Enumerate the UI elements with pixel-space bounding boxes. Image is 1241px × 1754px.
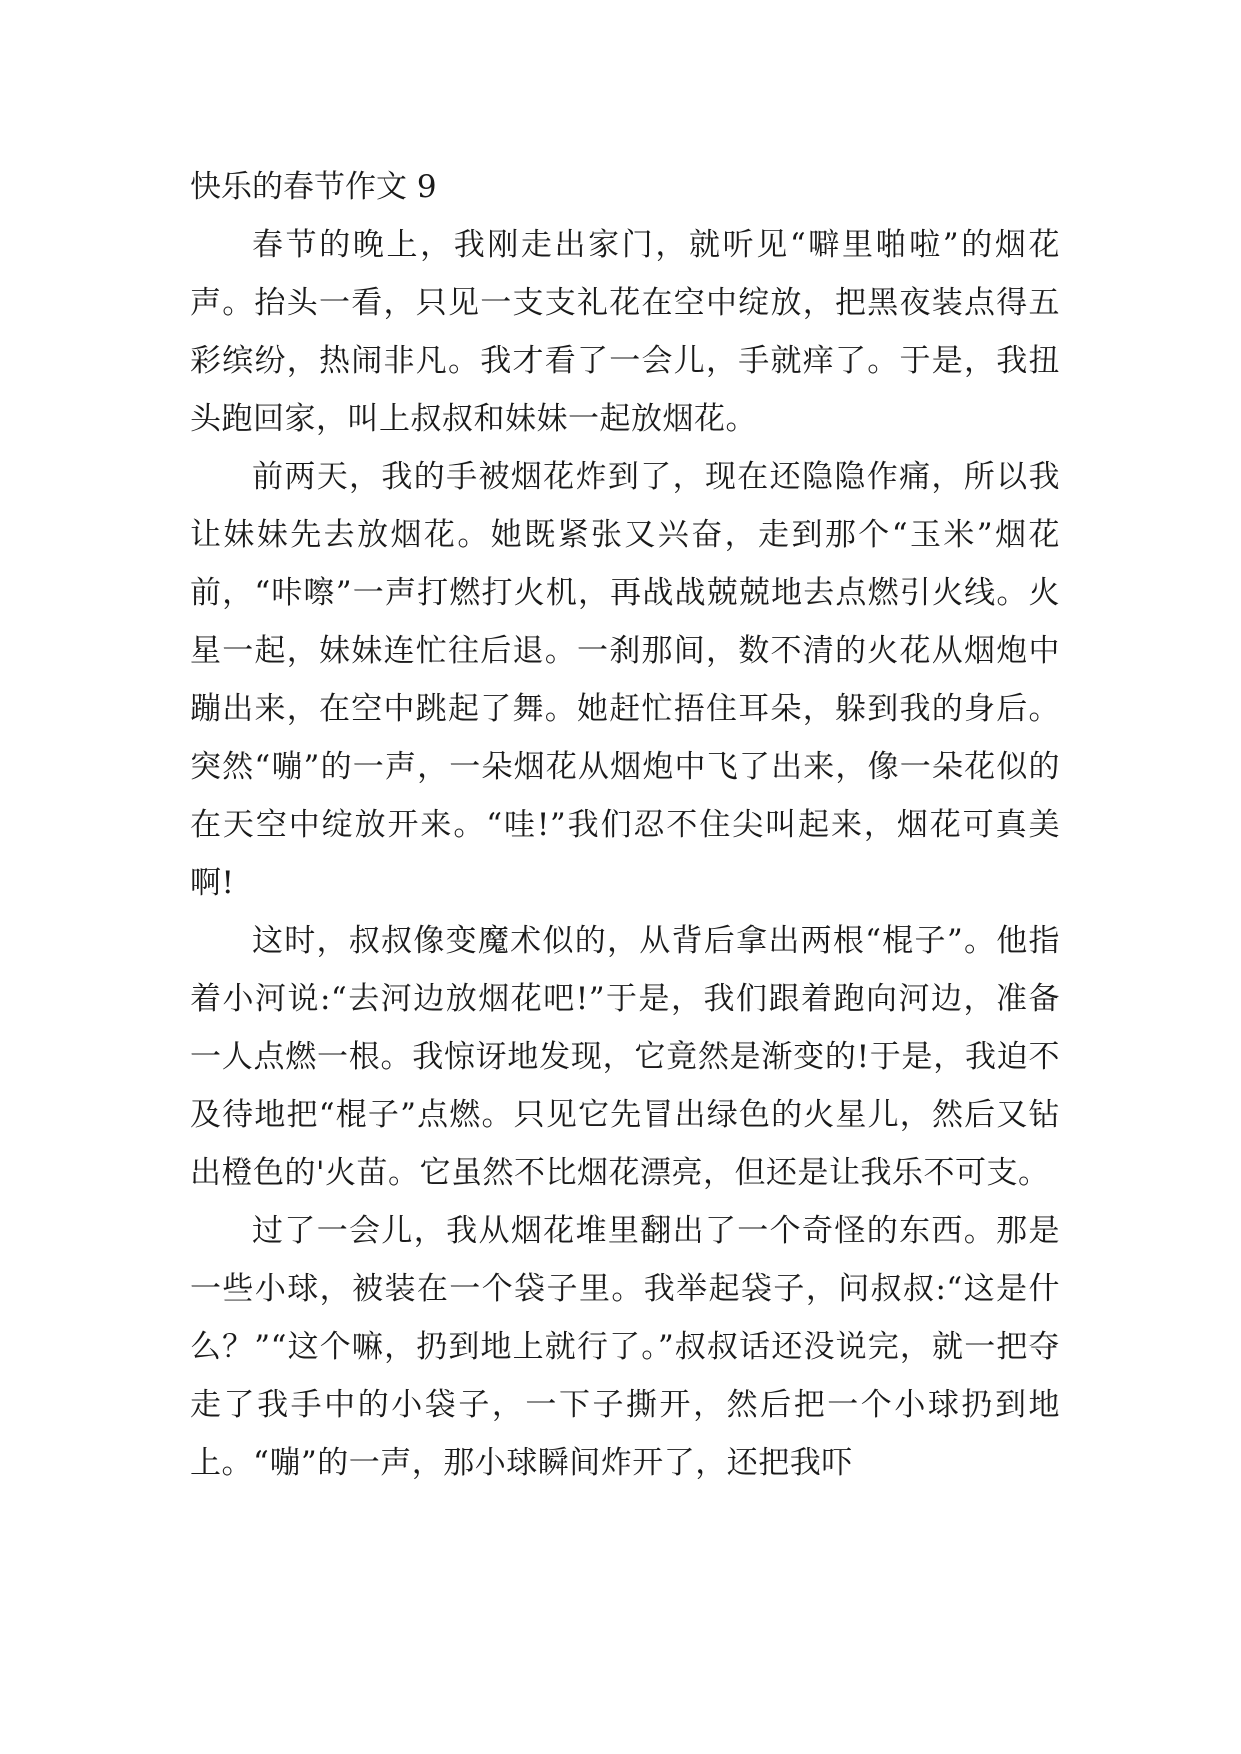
essay-paragraph-4: 过了一会儿，我从烟花堆里翻出了一个奇怪的东西。那是一些小球，被装在一个袋子里。我举起袋子，问叔叔:“这是什么？”“这个嘛，扔到地上就行了。”叔叔话还没说完，就一把夺走了我手中的小袋子，一下子撕开，然后把一个小球扔到地上。“嘣”的一声，那小球瞬间炸开了，还把我吓 <box>190 1213 1060 1481</box>
essay-paragraph-1: 春节的晚上，我刚走出家门，就听见“噼里啪啦”的烟花声。抬头一看，只见一支支礼花在空中绽放，把黑夜装点得五彩缤纷，热闹非凡。我才看了一会儿，手就痒了。于是，我扭头跑回家，叫上叔叔和妹妹一起放烟花。 <box>190 227 1060 437</box>
document-body <box>190 158 1060 1492</box>
essay-title: 快乐的春节作文 9 <box>190 169 437 205</box>
essay-paragraph-3: 这时，叔叔像变魔术似的，从背后拿出两根“棍子”。他指着小河说:“去河边放烟花吧!”于是，我们跟着跑向河边，准备一人点燃一根。我惊讶地发现，它竟然是渐变的!于是，我迫不及待地把“棍子”点燃。只见它先冒出绿色的火星儿，然后又钻出橙色的'火苗。它虽然不比烟花漂亮，但还是让我乐不可支。 <box>190 923 1060 1191</box>
essay-paragraph-2: 前两天，我的手被烟花炸到了，现在还隐隐作痛，所以我让妹妹先去放烟花。她既紧张又兴奋，走到那个“玉米”烟花前，“咔嚓”一声打燃打火机，再战战兢兢地去点燃引火线。火星一起，妹妹连忙往后退。一刹那间，数不清的火花从烟炮中蹦出来，在空中跳起了舞。她赶忙捂住耳朵，躲到我的身后。突然“嘣”的一声，一朵烟花从烟炮中飞了出来，像一朵花似的在天空中绽放开来。“哇!”我们忍不住尖叫起来，烟花可真美啊! <box>190 459 1060 901</box>
